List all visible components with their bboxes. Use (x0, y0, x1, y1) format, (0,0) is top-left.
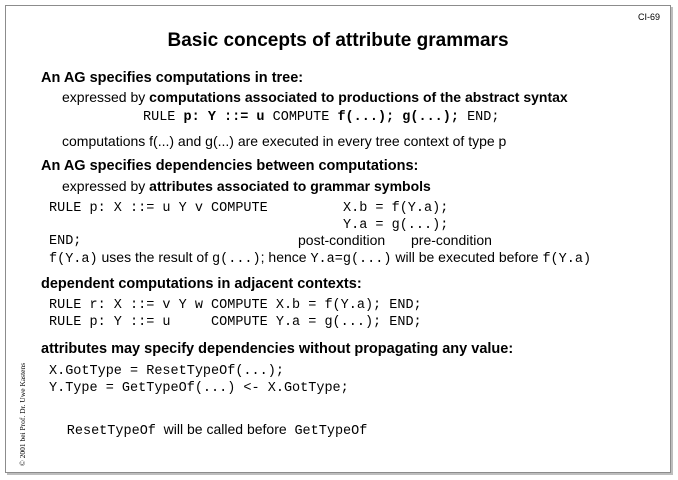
dependency-sentence (49, 249, 591, 267)
code-end: END; (49, 234, 82, 249)
uses-assign: Y.a=g(...) (310, 252, 392, 267)
uses-g: g(...) (212, 252, 261, 267)
uses-f-ya: f(Y.a) (49, 252, 98, 267)
slide (5, 5, 671, 473)
section2-line1 (62, 178, 431, 194)
section2-heading: An AG specifies dependencies between computations: (41, 158, 419, 174)
section4-note (49, 403, 367, 457)
uses-text1: uses the result of (97, 249, 213, 265)
section1-note: computations f(...) and g(...) are executed in every tree context of type p (62, 133, 507, 149)
section2-line1-pre: expressed by (62, 178, 150, 194)
note-get: GetTypeOf (294, 424, 368, 439)
section1-rule (143, 110, 500, 125)
note-reset: ResetTypeOf (66, 424, 156, 439)
pre-condition-label: pre-condition (411, 232, 492, 248)
section1-line1-bold: computations associated to productions of the abstract syntax (149, 89, 568, 105)
uses-f-ya-2: f(Y.a) (542, 252, 592, 267)
code-xb: X.b = f(Y.a); (343, 201, 449, 216)
copyright-notice: © 2001 bei Prof. Dr. Uwe Kastens (18, 362, 27, 466)
section1-heading: An AG specifies computations in tree: (41, 70, 304, 86)
slide-title: Basic concepts of attribute grammars (167, 30, 509, 51)
code-rule-p: RULE p: X ::= u Y v COMPUTE (49, 201, 268, 216)
section2-line1-bold: attributes associated to grammar symbols (149, 178, 431, 194)
section3-heading: dependent computations in adjacent contexts: (41, 276, 362, 292)
rule-production: p: Y ::= u (183, 110, 265, 125)
rule-end: END; (458, 110, 500, 125)
section4-heading: attributes may specify dependencies without propagating any value: (41, 341, 514, 357)
rule-keyword: RULE (143, 110, 184, 125)
code-rule-p2: RULE p: Y ::= u COMPUTE Y.a = g(...); END; (49, 315, 422, 330)
code-gottype: X.GotType = ResetTypeOf(...); (49, 364, 284, 379)
section1-line1 (62, 89, 568, 105)
code-ya: Y.a = g(...); (343, 218, 449, 233)
note-text: will be called before (155, 421, 295, 437)
uses-text3: will be executed before (391, 249, 543, 265)
section1-line1-pre: expressed by (62, 89, 150, 105)
code-type: Y.Type = GetTypeOf(...) <- X.GotType; (49, 381, 349, 396)
post-condition-label: post-condition (298, 232, 386, 248)
code-rule-r: RULE r: X ::= v Y w COMPUTE X.b = f(Y.a); END; (49, 298, 422, 313)
slide-number: CI-69 (637, 12, 660, 22)
uses-text2: ; hence (260, 249, 311, 265)
rule-compute: COMPUTE (264, 110, 338, 125)
rule-computations: f(...); g(...); (337, 110, 459, 125)
